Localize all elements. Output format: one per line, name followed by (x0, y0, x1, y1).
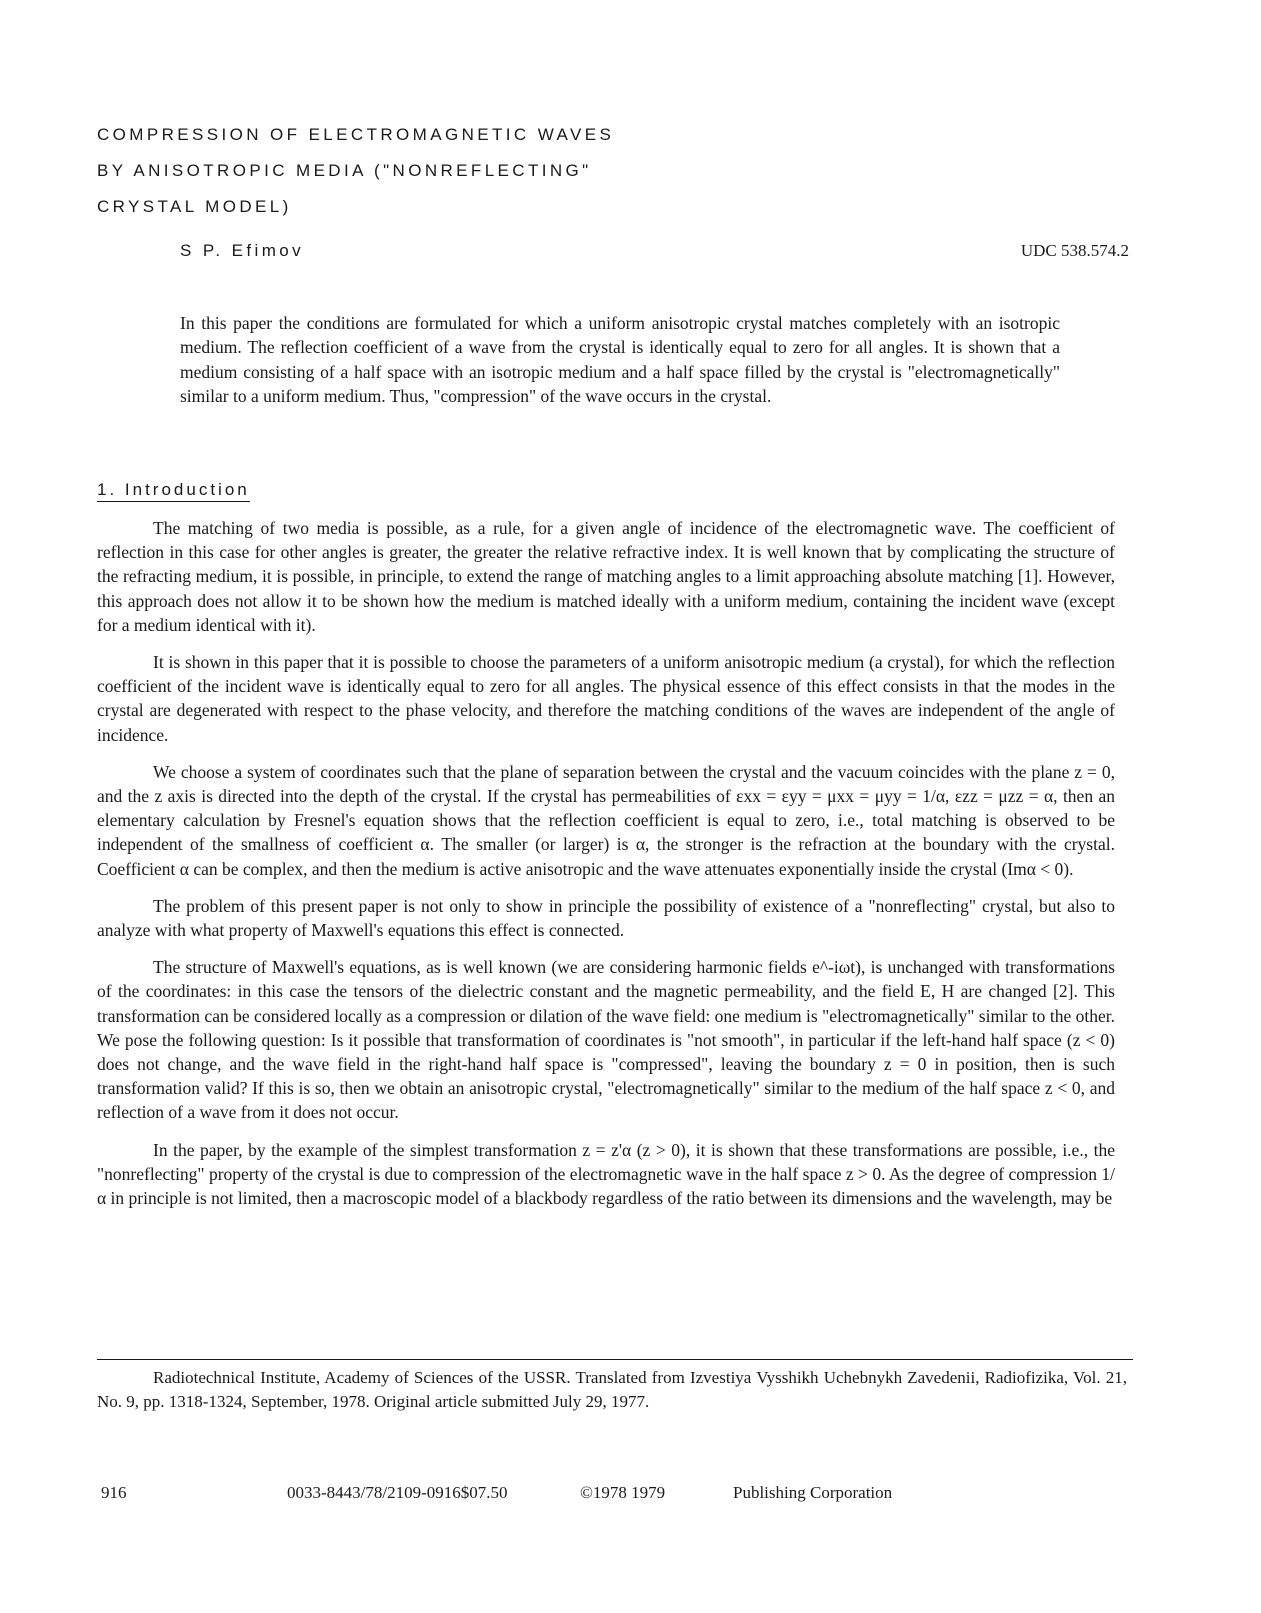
footnote: Radiotechnical Institute, Academy of Sciences of the USSR. Translated from Izvestiya Vysshikh Uchebnykh Zavedenii, Radiofizika, Vol. 21, No. 9, pp. 1318-1324, September, 1978. Original article submitted July 29, 1977. (97, 1368, 1127, 1411)
paragraph: The matching of two media is possible, as a rule, for a given angle of incidence of the electromagnetic wave. The coefficient of reflection in this case for other angles is greater, the greater the relative refractive index. It is well known that by complicating the structure of the refracting medium, it is possible, in principle, to extend the range of matching angles to a limit approaching absolute matching [1]. However, this approach does not allow it to be shown how the medium is matched ideally with a uniform medium, containing the incident wave (except for a medium identical with it). (97, 518, 1115, 635)
page-number: 916 (101, 1483, 127, 1502)
paragraph: It is shown in this paper that it is possible to choose the parameters of a uniform anisotropic medium (a crystal), for which the reflection coefficient of the incident wave is identically equal to zero for all angles. The physical essence of this effect consists in that the modes in the crystal are degenerated with respect to the phase velocity, and therefore the matching conditions of the waves are independent of the angle of incidence. (97, 652, 1115, 745)
abstract: In this paper the conditions are formulated for which a uniform anisotropic crystal matches completely with an isotropic medium. The reflection coefficient of a wave from the crystal is identically equal to zero for all angles. It is shown that a medium consisting of a half space with an isotropic medium and a half space filled by the crystal is "electromagnetically" similar to a uniform medium. Thus, "compression" of the wave occurs in the crystal. (180, 313, 1060, 407)
copyright-notice: ©1978 1979 (580, 1483, 666, 1502)
paragraph: We choose a system of coordinates such that the plane of separation between the crystal and the vacuum coincides with the plane z = 0, and the z axis is directed into the depth of the crystal. If the crystal has permeabilities of εxx = εyy = μxx = μyy = 1/α, εzz = μzz = α, then an elementary calculation by Fresnel's equation shows that the reflection coefficient is equal to zero, i.e., total matching is observed to be independent of the smallness of coefficient α. The smaller (or larger) is α, the stronger is the refraction at the boundary with the crystal. Coefficient α can be complex, and then the medium is active anisotropic and the wave attenuates exponentially inside the crystal (Imα < 0). (97, 761, 1115, 879)
publisher-name: Publishing Corporation (733, 1483, 893, 1502)
paper-title (97, 117, 857, 225)
body-text (97, 516, 1115, 1223)
article-code: 0033-8443/78/2109-0916$07.50 (287, 1483, 508, 1502)
section-heading: 1. Introduction (97, 480, 250, 502)
paragraph: The structure of Maxwell's equations, as is well known (we are considering harmonic fields e^-iωt), is unchanged with transformations of the coordinates: in this case the tensors of the dielectric constant and the magnetic permeability, and the field E, H are changed [2]. This transformation can be considered locally as a compression or dilation of the wave field: one medium is "electromagnetically" similar to the other. We pose the following question: Is it possible that transformation of coordinates is "not smooth", in particular if the left-hand half space (z < 0) does not change, and the wave field in the right-hand half space is "compressed", leaving the boundary z = 0 in position, then is such transformation valid? If this is so, then we obtain an anisotropic crystal, "electromagnetically" similar to the medium of the half space z < 0, and reflection of a wave from it does not occur. (97, 957, 1115, 1123)
footnote-divider (97, 1359, 1133, 1360)
paragraph: In the paper, by the example of the simplest transformation z = z'α (z > 0), it is shown that these transformations are possible, i.e., the "nonreflecting" property of the crystal is due to compression of the electromagnetic wave in the half space z > 0. As the degree of compression 1/α in principle is not limited, then a macroscopic model of a blackbody regardless of the ratio between its dimensions and the wavelength, may be (97, 1139, 1115, 1209)
author-name: S P. Efimov (180, 241, 305, 260)
paragraph: The problem of this present paper is not only to show in principle the possibility of existence of a "nonreflecting" crystal, but also to analyze with what property of Maxwell's equations this effect is connected. (97, 895, 1115, 941)
page-footer (0, 1483, 1261, 1507)
title-line-2: BY ANISOTROPIC MEDIA ("NONREFLECTING" (97, 161, 592, 180)
title-line-1: COMPRESSION OF ELECTROMAGNETIC WAVES (97, 125, 615, 144)
title-line-3: CRYSTAL MODEL) (97, 197, 292, 216)
udc-code: UDC 538.574.2 (1020, 241, 1129, 260)
